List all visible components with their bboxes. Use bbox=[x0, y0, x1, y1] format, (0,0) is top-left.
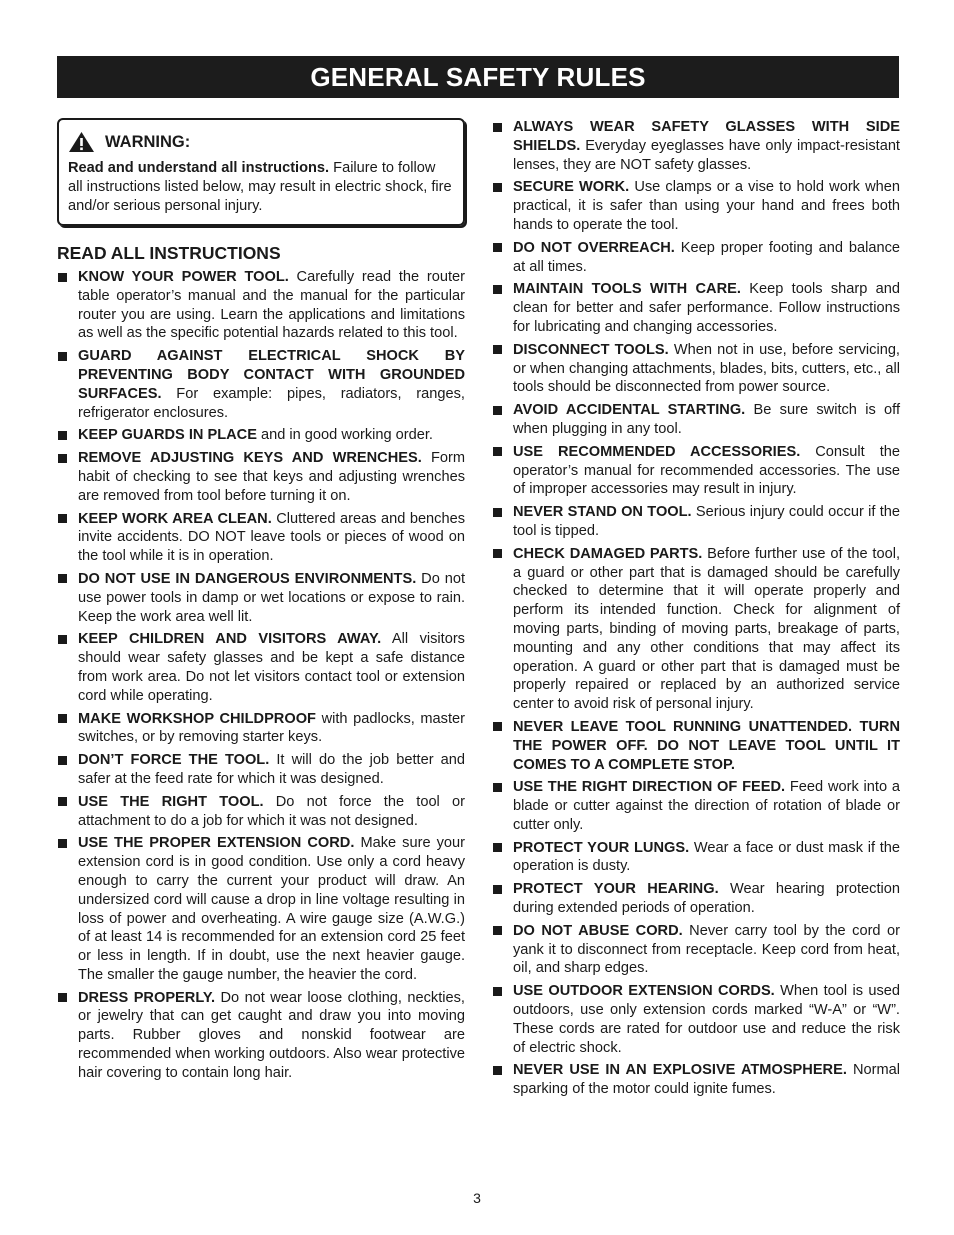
rule-item bbox=[57, 570, 465, 626]
rule-lead: DO NOT USE IN DANGEROUS ENVIRONMENTS. bbox=[78, 570, 417, 587]
rule-text: Serious injury could occur if the tool is tipped. bbox=[513, 504, 901, 539]
rule-item bbox=[57, 793, 465, 831]
rule-text: When tool is used outdoors, use only extension cords marked “W-A” or “W”. These cords are rated for outdoor use and reduce the risk of electric shock. bbox=[513, 983, 900, 1056]
rule-item bbox=[492, 718, 900, 774]
rule-item bbox=[57, 347, 465, 422]
rule-lead: MAKE WORKSHOP CHILDPROOF bbox=[78, 710, 316, 727]
rule-item bbox=[492, 1061, 900, 1099]
warning-box bbox=[57, 118, 465, 226]
rule-text: Consult the operator’s manual for recommended accessories. The use of improper accessories may result in injury. bbox=[513, 443, 900, 498]
left-column bbox=[57, 118, 465, 1087]
rule-text: Make sure your extension cord is in good condition. Use only a cord heavy enough to carry the current your product will draw. An undersized cord will cause a drop in line voltage resulting in loss of power and overheating. A wire gauge size (A.W.G.) of at least 14 is recommended for an extension cord 25 feet or less in length. If in doubt, use the next heavier gauge. The smaller the gauge number, the heavier the cord. bbox=[78, 835, 465, 983]
rule-lead: MAINTAIN TOOLS WITH CARE. bbox=[513, 281, 741, 298]
rule-item bbox=[57, 268, 465, 343]
rule-lead: AVOID ACCIDENTAL STARTING. bbox=[513, 402, 746, 419]
rule-text: Be sure switch is off when plugging in any tool. bbox=[513, 402, 901, 437]
rule-item bbox=[492, 922, 900, 978]
rule-item bbox=[57, 449, 465, 505]
rule-lead: USE THE RIGHT TOOL. bbox=[78, 793, 264, 810]
rule-text: Carefully read the router table operator’s manual and the manual for the particular router you are using. Learn the applications and limitations as well as the specific potential hazards related to this tool. bbox=[78, 269, 465, 342]
rule-lead: KEEP WORK AREA CLEAN. bbox=[78, 510, 272, 527]
rule-lead: KNOW YOUR POWER TOOL. bbox=[78, 269, 289, 285]
rule-text: Never carry tool by the cord or yank it to disconnect from receptacle. Keep cord from heat, oil, and sharp edges. bbox=[513, 922, 900, 977]
page-title: GENERAL SAFETY RULES bbox=[57, 56, 899, 98]
rule-text: with padlocks, master switches, or by removing starter keys. bbox=[78, 710, 465, 746]
rule-lead: USE RECOMMENDED ACCESSORIES. bbox=[513, 443, 801, 460]
rule-item bbox=[57, 751, 465, 789]
rule-text: Form habit of checking to see that keys and adjusting wrenches are removed from tool before turning it on. bbox=[78, 450, 465, 504]
rule-item bbox=[492, 239, 900, 277]
rule-item bbox=[492, 280, 900, 336]
rule-text: and in good working order. bbox=[256, 427, 433, 444]
rule-item bbox=[492, 443, 900, 499]
rule-text: Normal sparking of the motor could ignite fumes. bbox=[513, 1062, 900, 1098]
rule-text: Do not use power tools in damp or wet locations or expose to rain. Keep the work area well lit. bbox=[78, 570, 465, 625]
rule-item bbox=[492, 778, 900, 834]
rule-text: Use clamps or a vise to hold work when practical, it is safer than using your hand and frees both hands to operate the tool. bbox=[513, 179, 900, 233]
rule-lead: REMOVE ADJUSTING KEYS AND WRENCHES. bbox=[78, 450, 422, 467]
rule-item bbox=[492, 178, 900, 234]
rule-item bbox=[57, 834, 465, 984]
rule-item bbox=[492, 839, 900, 877]
rule-lead: DRESS PROPERLY. bbox=[78, 989, 216, 1006]
rule-item bbox=[57, 710, 465, 748]
rule-item bbox=[492, 982, 900, 1057]
warning-title: WARNING: bbox=[105, 132, 191, 151]
rule-lead: PROTECT YOUR LUNGS. bbox=[513, 839, 690, 856]
rule-lead: KEEP GUARDS IN PLACE bbox=[78, 427, 257, 444]
rule-text: Do not wear loose clothing, neckties, or jewelry that can get caught and draw you into moving parts. Rubber gloves and nonskid footwear are recommended when working outdoors. Also wear protective hair covering to contain long hair. bbox=[78, 989, 465, 1081]
rule-text: Do not force the tool or attachment to do a job for which it was not designed. bbox=[78, 793, 465, 829]
warning-lead: Read and understand all instructions. bbox=[68, 160, 330, 176]
warning-body: Failure to follow all instructions listed below, may result in electric shock, fire and/or serious personal injury. bbox=[68, 160, 452, 214]
rule-text: When not in use, before servicing, or when changing attachments, blades, bits, cutters, etc., all tools should be disconnected from power source. bbox=[513, 341, 900, 396]
rule-lead: CHECK DAMAGED PARTS. bbox=[513, 545, 703, 562]
rule-lead: USE THE RIGHT DIRECTION OF FEED. bbox=[513, 779, 786, 796]
rule-lead: DISCONNECT TOOLS. bbox=[513, 341, 669, 358]
rule-item bbox=[492, 341, 900, 397]
rule-text: Feed work into a blade or cutter against the direction of rotation of blade or cutter only. bbox=[513, 779, 900, 833]
rule-lead: DO NOT ABUSE CORD. bbox=[513, 922, 683, 939]
rule-lead: KEEP CHILDREN AND VISITORS AWAY. bbox=[78, 631, 382, 648]
rule-text: Cluttered areas and benches invite accidents. DO NOT leave tools or pieces of wood on the tool while it is in operation. bbox=[78, 510, 465, 565]
rule-lead: NEVER USE IN AN EXPLOSIVE ATMOSPHERE. bbox=[513, 1062, 847, 1079]
rule-item bbox=[57, 630, 465, 705]
right-rules-list bbox=[492, 118, 900, 1099]
rule-text: Keep proper footing and balance at all times. bbox=[513, 239, 901, 275]
rule-text: Keep tools sharp and clean for better and safer performance. Follow instructions for lubricating and changing accessories. bbox=[513, 281, 901, 335]
warning-text bbox=[68, 159, 453, 216]
right-column bbox=[492, 118, 900, 1103]
page-number: 3 bbox=[473, 1190, 481, 1206]
rule-lead: NEVER LEAVE TOOL RUNNING UNATTENDED. TURN THE POWER OFF. DO NOT LEAVE TOOL UNTIL IT COMES TO A COMPLETE STOP. bbox=[513, 718, 900, 773]
rule-item bbox=[492, 401, 900, 439]
rule-item bbox=[57, 426, 465, 445]
rule-lead: NEVER STAND ON TOOL. bbox=[513, 504, 692, 521]
rule-text: All visitors should wear safety glasses and be kept a safe distance from work area. Do not let visitors contact tool or extension cord while operating. bbox=[78, 631, 465, 704]
rule-item bbox=[492, 503, 900, 541]
rule-lead: SECURE WORK. bbox=[513, 179, 630, 196]
rule-text: Wear hearing protection during extended periods of operation. bbox=[513, 881, 900, 917]
rule-item bbox=[57, 510, 465, 566]
rule-lead: DO NOT OVERREACH. bbox=[513, 239, 675, 256]
section-heading: READ ALL INSTRUCTIONS bbox=[57, 243, 281, 263]
left-rules-list bbox=[57, 268, 465, 1083]
rule-text: It will do the job better and safer at the feed rate for which it was designed. bbox=[78, 752, 465, 787]
warning-header bbox=[68, 131, 453, 153]
rule-lead: GUARD AGAINST ELECTRICAL SHOCK BY PREVENTING BODY CONTACT WITH GROUNDED SURFACES. bbox=[78, 348, 465, 402]
rule-lead: USE OUTDOOR EXTENSION CORDS. bbox=[513, 983, 775, 1000]
rule-text: For example: pipes, radiators, ranges, refrigerator enclosures. bbox=[78, 385, 465, 421]
rule-text: Everyday eyeglasses have only impact-resistant lenses, they are NOT safety glasses. bbox=[513, 137, 900, 173]
rule-item bbox=[492, 545, 900, 714]
rule-lead: DON’T FORCE THE TOOL. bbox=[78, 752, 270, 769]
rule-lead: ALWAYS WEAR SAFETY GLASSES WITH SIDE SHIELDS. bbox=[513, 119, 900, 154]
rule-item bbox=[492, 880, 900, 918]
rule-lead: USE THE PROPER EXTENSION CORD. bbox=[78, 835, 355, 852]
warning-icon bbox=[68, 131, 95, 153]
rule-lead: PROTECT YOUR HEARING. bbox=[513, 881, 719, 898]
rule-text: Before further use of the tool, a guard or other part that is damaged should be carefully checked to determine that it will operate properly and perform its intended function. Check for alignment of moving parts, binding of moving parts, breakage of parts, mounting and any other conditions that may affect its operation. A guard or other part that is damaged must be properly repaired or replaced by an authorized service center to avoid risk of personal injury. bbox=[513, 545, 900, 713]
rule-item bbox=[57, 989, 465, 1083]
rule-text: Wear a face or dust mask if the operation is dusty. bbox=[513, 839, 900, 875]
rule-item bbox=[492, 118, 900, 174]
